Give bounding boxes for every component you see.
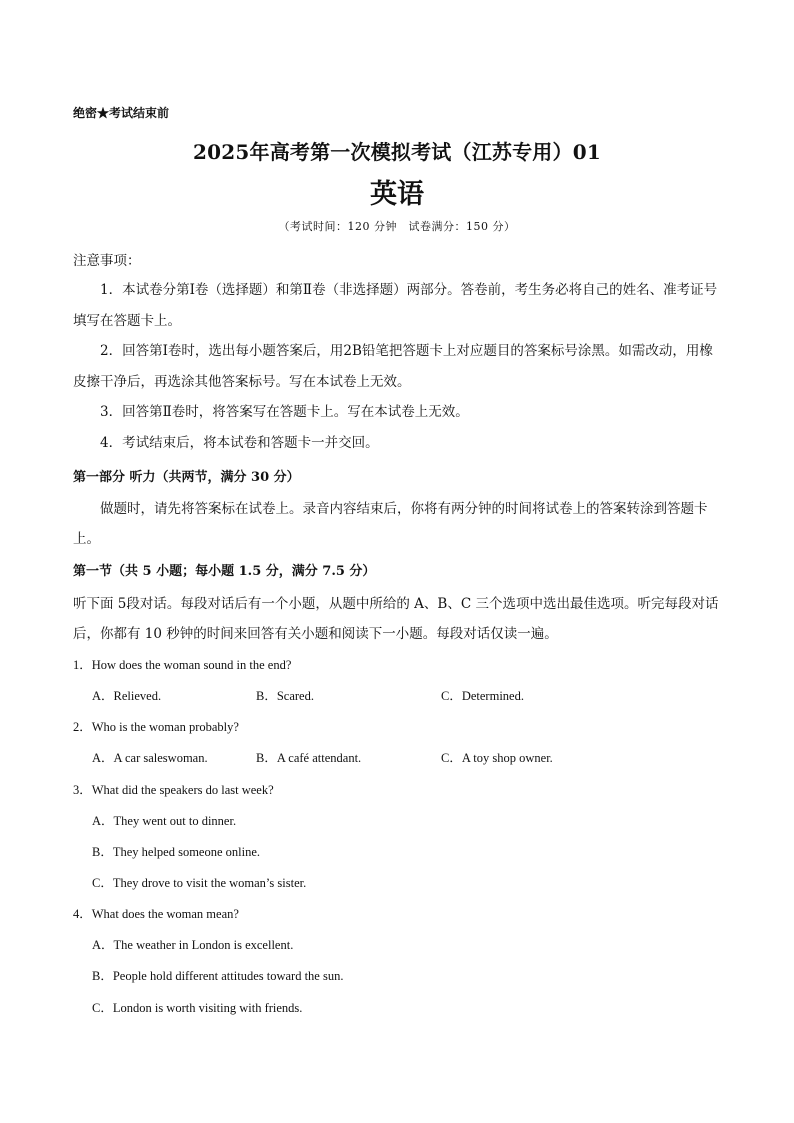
- question-stem: 1．How does the woman sound in the end?: [73, 658, 292, 672]
- question-option: A．A car saleswoman.: [92, 751, 208, 765]
- notice-item: 3．回答第Ⅱ卷时，将答案写在答题卡上。写在本试卷上无效。: [100, 404, 469, 420]
- question-stem: 4．What does the woman mean?: [73, 907, 239, 921]
- notice-item: 4．考试结束后，将本试卷和答题卡一并交回。: [100, 435, 379, 451]
- notice-item: 2．回答第Ⅰ卷时，选出每小题答案后，用2B铅笔把答题卡上对应题目的答案标号涂黑。如需改动，用橡皮擦干净后，再选涂其他答案标号。写在本试卷上无效。: [73, 343, 713, 390]
- section1-instruction: 听下面 5段对话。每段对话后有一个小题，从题中所给的 A、B、C 三个选项中选出最佳选项。听完每段对话后，你都有 10 秒钟的时间来回答有关小题和阅读下一小题。每段对话仅读一遍。: [73, 596, 719, 642]
- question-option: C．They drove to visit the woman’s sister.: [92, 876, 307, 890]
- question-stem: 2．Who is the woman probably?: [73, 720, 239, 734]
- question-option: A．They went out to dinner.: [92, 814, 237, 828]
- question-option: B．They helped someone online.: [92, 845, 261, 859]
- part1-instruction: 做题时，请先将答案标在试卷上。录音内容结束后，你将有两分钟的时间将试卷上的答案转涂到答题卡上。: [73, 501, 708, 547]
- question-option: B．Scared.: [256, 689, 314, 703]
- exam-title: 2025年高考第一次模拟考试（江苏专用）01: [193, 140, 601, 164]
- question-option: B．People hold different attitudes toward the sun.: [92, 969, 344, 983]
- question-option: B．A café attendant.: [256, 751, 362, 765]
- part1-heading: 第一部分 听力（共两节，满分 30 分）: [73, 470, 300, 485]
- time-info: （考试时间：120 分钟 试卷满分：150 分）: [278, 220, 516, 233]
- question-option: C．London is worth visiting with friends.: [92, 1001, 303, 1015]
- question-option: A．The weather in London is excellent.: [92, 938, 294, 952]
- notice-heading: 注意事项：: [73, 253, 141, 269]
- question-option: C．A toy shop owner.: [441, 751, 553, 765]
- section1-heading: 第一节（共 5 小题；每小题 1.5 分，满分 7.5 分）: [73, 564, 376, 579]
- question-stem: 3．What did the speakers do last week?: [73, 783, 274, 797]
- question-option: C．Determined.: [441, 689, 524, 703]
- question-option: A．Relieved.: [92, 689, 162, 703]
- notice-item: 1．本试卷分第Ⅰ卷（选择题）和第Ⅱ卷（非选择题）两部分。答卷前，考生务必将自己的姓名、准考证号填写在答题卡上。: [73, 282, 718, 329]
- subject-title: 英语: [370, 179, 424, 210]
- secret-label: 绝密★考试结束前: [73, 106, 170, 120]
